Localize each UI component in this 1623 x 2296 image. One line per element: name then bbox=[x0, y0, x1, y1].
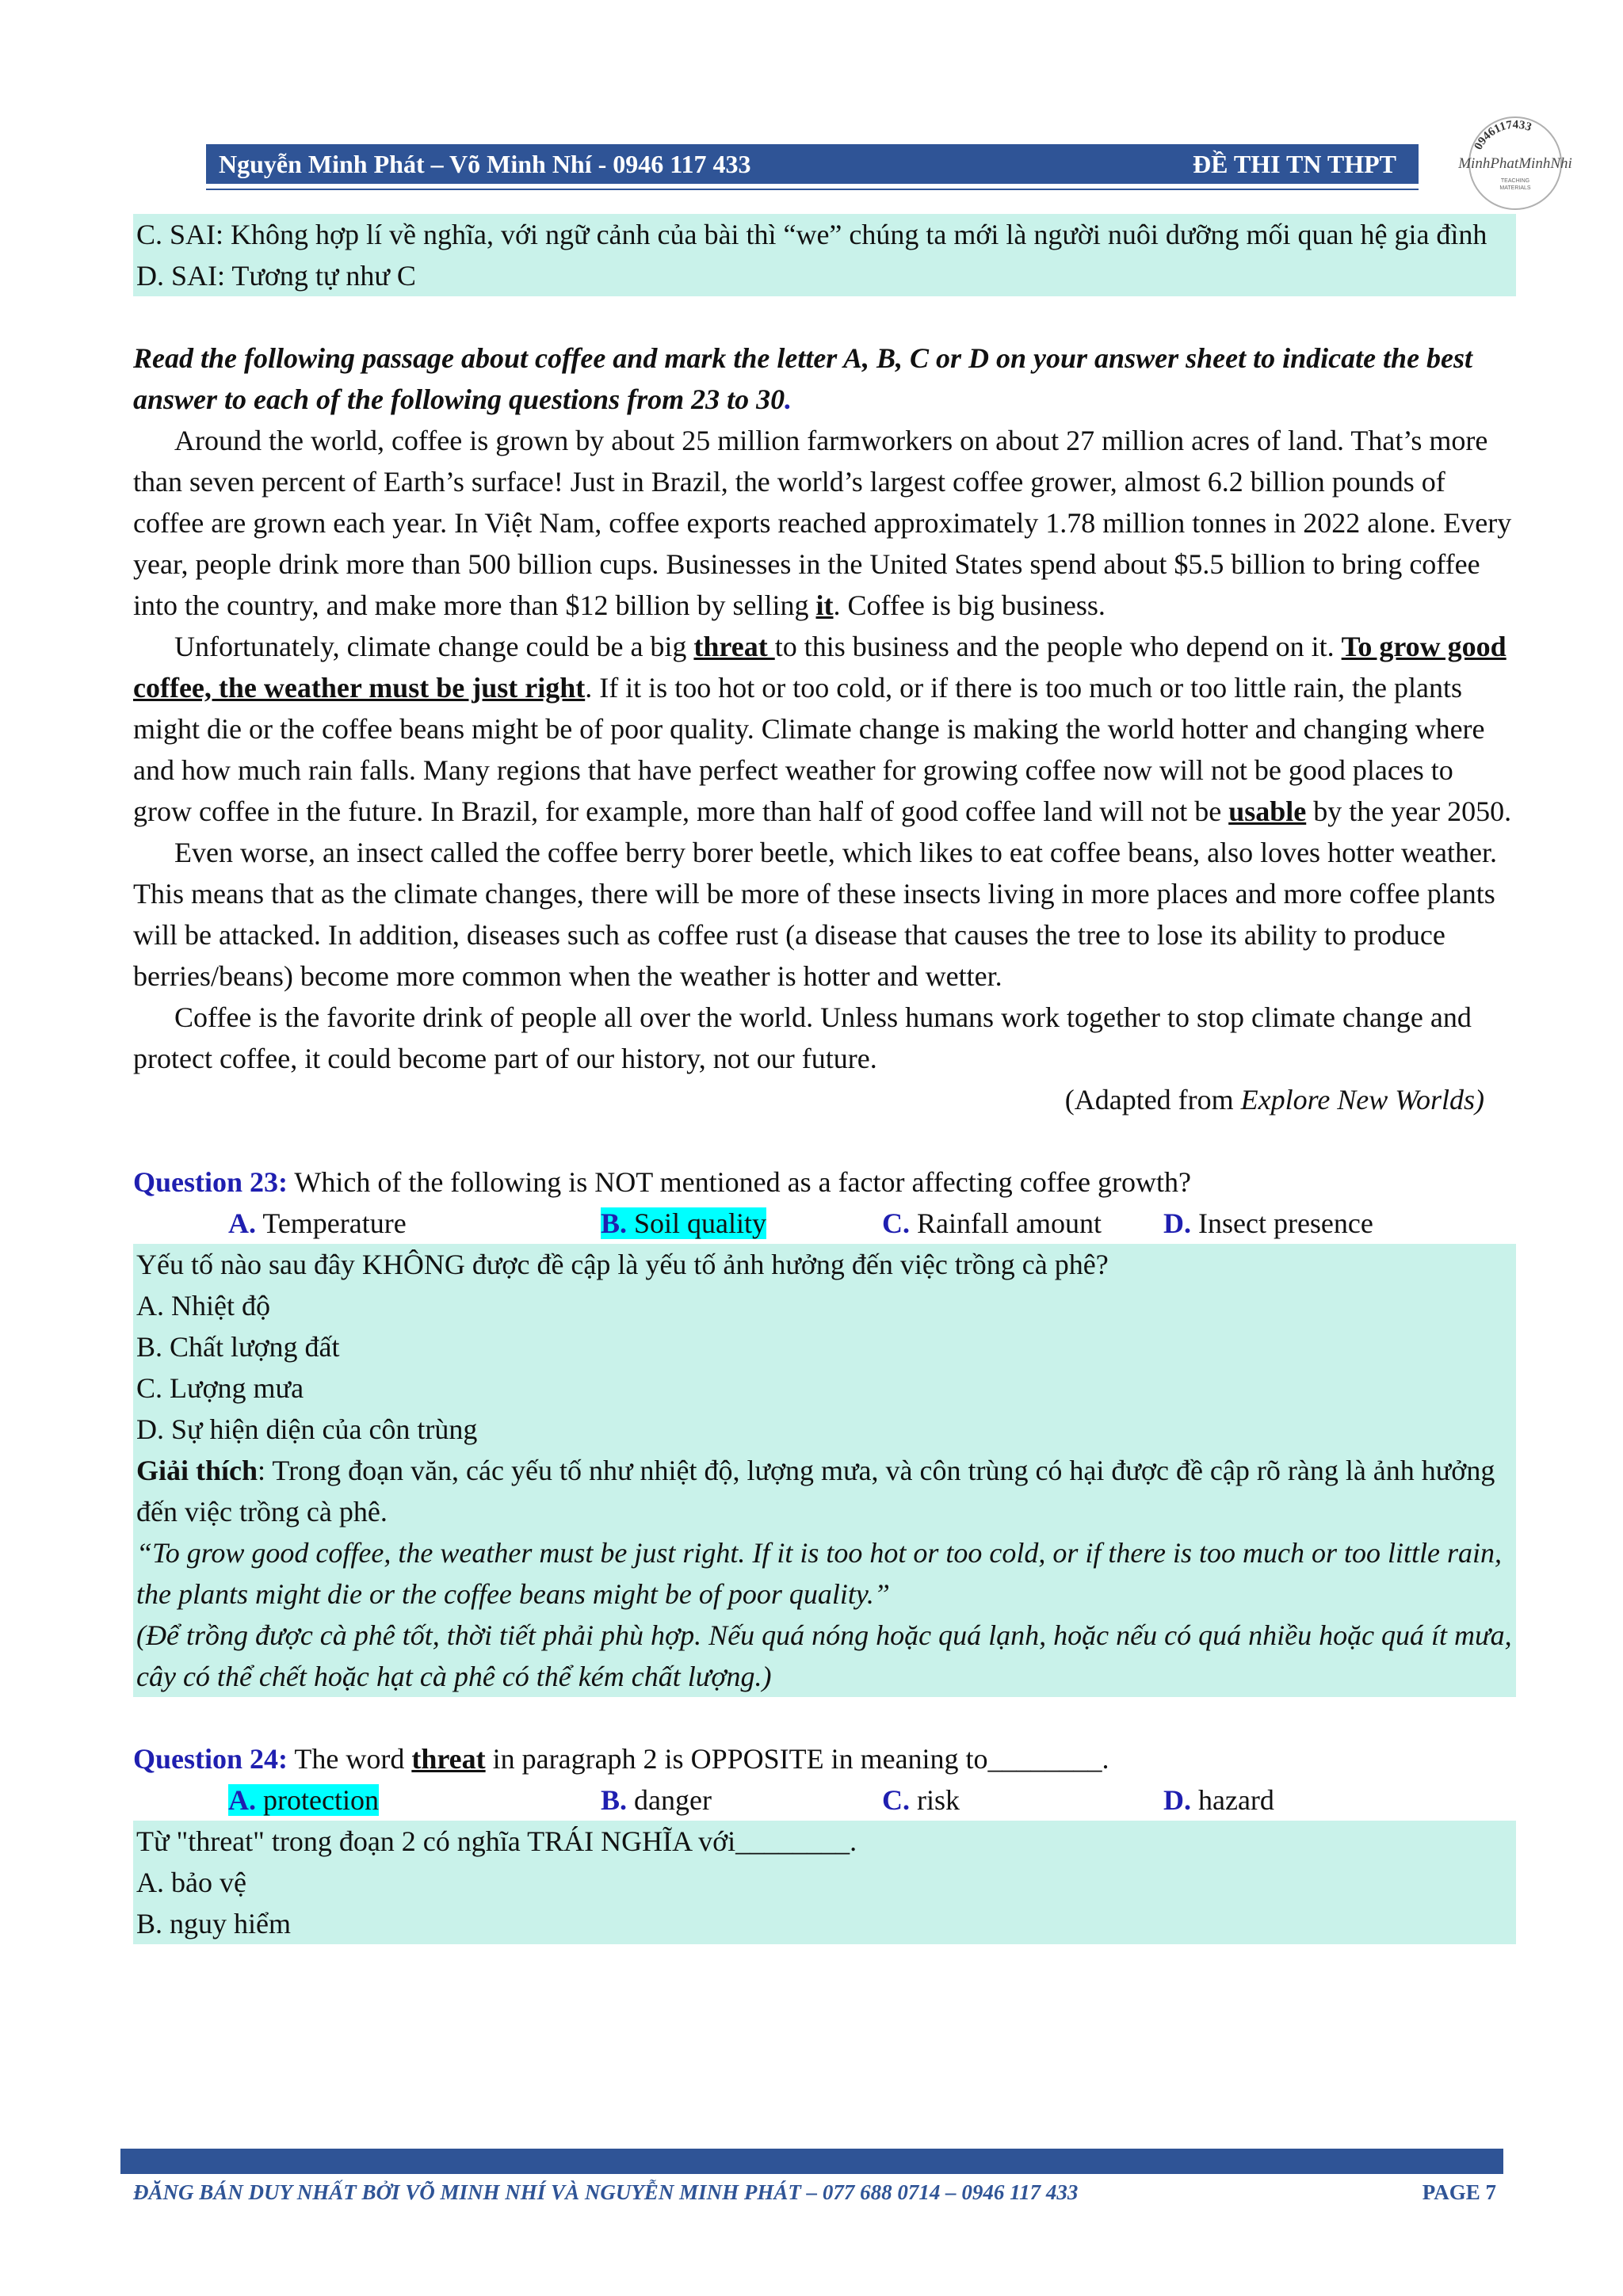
p1-underlined-it: it bbox=[815, 589, 834, 621]
q23-explanation bbox=[136, 1450, 1513, 1532]
passage-paragraph-4: Coffee is the favorite drink of people all over the world. Unless humans work together to stop climate change and protect coffee, it could become part of our history, not our future. bbox=[133, 1001, 1472, 1074]
q23-quote-vn: (Để trồng được cà phê tốt, thời tiết phải phù hợp. Nếu quá nóng hoặc quá lạnh, hoặc nếu có quá nhiều hoặc quá ít mưa, cây có thể chết hoặc hạt cà phê có thể kém chất lượng.) bbox=[136, 1619, 1512, 1692]
instruction-dot: . bbox=[785, 383, 792, 415]
q24-label: Question 24: bbox=[133, 1743, 288, 1775]
header-bar bbox=[206, 144, 1419, 184]
q23-quote-en: “To grow good coffee, the weather must be just right. If it is too hot or too cold, or if there is too much or too little rain, the plants might die or the coffee beans might be of poor quality.” bbox=[136, 1537, 1502, 1610]
p2-underlined-threat: threat bbox=[693, 631, 775, 662]
q24-vn-b: B. nguy hiểm bbox=[136, 1908, 291, 1939]
q24-text-b: in paragraph 2 is OPPOSITE in meaning to________. bbox=[485, 1743, 1109, 1775]
passage-paragraph-1 bbox=[133, 420, 1516, 626]
question-24 bbox=[133, 1738, 1516, 1779]
q23-options bbox=[133, 1203, 1516, 1244]
footer-bar bbox=[120, 2149, 1503, 2174]
footer-publisher: ĐĂNG BÁN DUY NHẤT BỞI VÕ MINH NHÍ VÀ NGUYỄN MINH PHÁT – 077 688 0714 – 0946 117 433 bbox=[133, 2180, 1079, 2204]
prev-answer-box bbox=[133, 214, 1516, 296]
p1-text: Around the world, coffee is grown by about 25 million farmworkers on about 27 million acres of land. That’s more than seven percent of Earth’s surface! Just in Brazil, the world’s largest coffee grower, almost 6.2 billion pounds of coffee are grown each year. In Việt Nam, coffee exports reached approximately 1.78 million tonnes in 2022 alone. Every year, people drink more than 500 billion cups. Businesses in the United States spend about $5.5 billion to bring coffee into the country, and make more than $12 billion by selling bbox=[133, 425, 1512, 621]
q24-text-a: The word bbox=[288, 1743, 412, 1775]
passage-source bbox=[133, 1079, 1516, 1120]
p2-text-c: . If it is too hot or too cold, or if there is too much or too little rain, the plants might die or the coffee beans might be of poor quality. Climate change is making the world hotter and changing where and how much rain falls. Many regions that have perfect weather for growing coffee now will not be good places to grow coffee in the future. In Brazil, for example, more than half of good coffee land will not be bbox=[133, 672, 1485, 827]
q24-option-b[interactable]: B. danger bbox=[601, 1784, 712, 1816]
p2-underlined-sentence: To grow good coffee, the weather must be just right bbox=[133, 631, 1507, 704]
q24-answer-box bbox=[133, 1821, 1516, 1944]
q23-option-a[interactable]: A. Temperature bbox=[228, 1207, 407, 1239]
q23-option-c[interactable]: C. Rainfall amount bbox=[882, 1207, 1102, 1239]
question-23 bbox=[133, 1161, 1516, 1203]
header-rule bbox=[206, 189, 1419, 190]
q24-word-threat: threat bbox=[411, 1743, 486, 1775]
q23-option-d[interactable]: D. Insect presence bbox=[1163, 1207, 1373, 1239]
instruction bbox=[133, 338, 1516, 420]
q23-vn-c: C. Lượng mưa bbox=[136, 1372, 304, 1404]
source-title: Explore New Worlds) bbox=[1240, 1084, 1484, 1116]
header-authors: Nguyễn Minh Phát – Võ Minh Nhí - 0946 117 433 bbox=[219, 149, 751, 178]
p2-text-d: by the year 2050. bbox=[1306, 795, 1512, 827]
q24-option-a[interactable]: A. protection bbox=[228, 1784, 379, 1816]
q23-text: Which of the following is NOT mentioned as a factor affecting coffee growth? bbox=[288, 1166, 1191, 1198]
logo-phone-text: 0946117433 bbox=[1472, 118, 1533, 152]
passage-paragraph-2 bbox=[133, 626, 1516, 832]
content bbox=[133, 214, 1516, 1944]
q23-vn-question: Yếu tố nào sau đây KHÔNG được đề cập là yếu tố ảnh hưởng đến việc trồng cà phê? bbox=[136, 1249, 1109, 1280]
p2-text-b: to this business and the people who depend on it. bbox=[774, 631, 1342, 662]
q23-label: Question 23: bbox=[133, 1166, 288, 1198]
logo-sub1: TEACHING bbox=[1500, 178, 1530, 184]
q23-vn-d: D. Sự hiện diện của côn trùng bbox=[136, 1413, 478, 1445]
logo-script-text: MinhPhatMinhNhi bbox=[1458, 155, 1572, 172]
source-prefix: (Adapted from bbox=[1064, 1084, 1241, 1116]
page-number: PAGE 7 bbox=[1422, 2180, 1496, 2204]
passage-paragraph-3: Even worse, an insect called the coffee berry borer beetle, which likes to eat coffee beans, also loves hotter weather. This means that as the climate changes, there will be more of these insects living in more places and more coffee plants will be attacked. In addition, diseases such as coffee rust (a disease that causes the tree to lose its ability to produce berries/beans) become more common when the weather is hotter and wetter. bbox=[133, 837, 1497, 992]
prev-option-d: D. SAI: Tương tự như C bbox=[136, 260, 416, 292]
prev-option-c: C. SAI: Không hợp lí về nghĩa, với ngữ cảnh của bài thì “we” chúng ta mới là người nuôi dưỡng mối quan hệ gia đình bbox=[136, 219, 1487, 250]
logo-sub2: MATERIALS bbox=[1499, 185, 1531, 191]
q24-option-d[interactable]: D. hazard bbox=[1163, 1784, 1274, 1816]
q23-answer-box bbox=[133, 1244, 1516, 1697]
q23-explain-text: : Trong đoạn văn, các yếu tố như nhiệt độ, lượng mưa, và côn trùng có hại được đề cập rõ ràng là ảnh hưởng đến việc trồng cà phê. bbox=[136, 1455, 1495, 1527]
q24-options bbox=[133, 1779, 1516, 1821]
q23-vn-a: A. Nhiệt độ bbox=[136, 1290, 270, 1322]
p1-text-end: . Coffee is big business. bbox=[833, 589, 1106, 621]
q24-vn-a: A. bảo vệ bbox=[136, 1867, 246, 1898]
q24-vn-question: Từ "threat" trong đoạn 2 có nghĩa TRÁI NGHĨA với________. bbox=[136, 1825, 857, 1857]
q24-option-c[interactable]: C. risk bbox=[882, 1784, 960, 1816]
footer bbox=[133, 2180, 1496, 2205]
p2-text: Unfortunately, climate change could be a big bbox=[174, 631, 694, 662]
q23-option-b[interactable]: B. Soil quality bbox=[601, 1207, 767, 1239]
header-exam-title: ĐỀ THI TN THPT bbox=[1193, 149, 1396, 178]
q23-vn-b: B. Chất lượng đất bbox=[136, 1331, 340, 1363]
instruction-text: Read the following passage about coffee and mark the letter A, B, C or D on your answer sheet to indicate the best answer to each of the following questions from 23 to 30 bbox=[133, 342, 1473, 415]
p2-underlined-usable: usable bbox=[1228, 795, 1307, 827]
q23-explain-label: Giải thích bbox=[136, 1455, 258, 1486]
brand-logo bbox=[1446, 111, 1585, 214]
